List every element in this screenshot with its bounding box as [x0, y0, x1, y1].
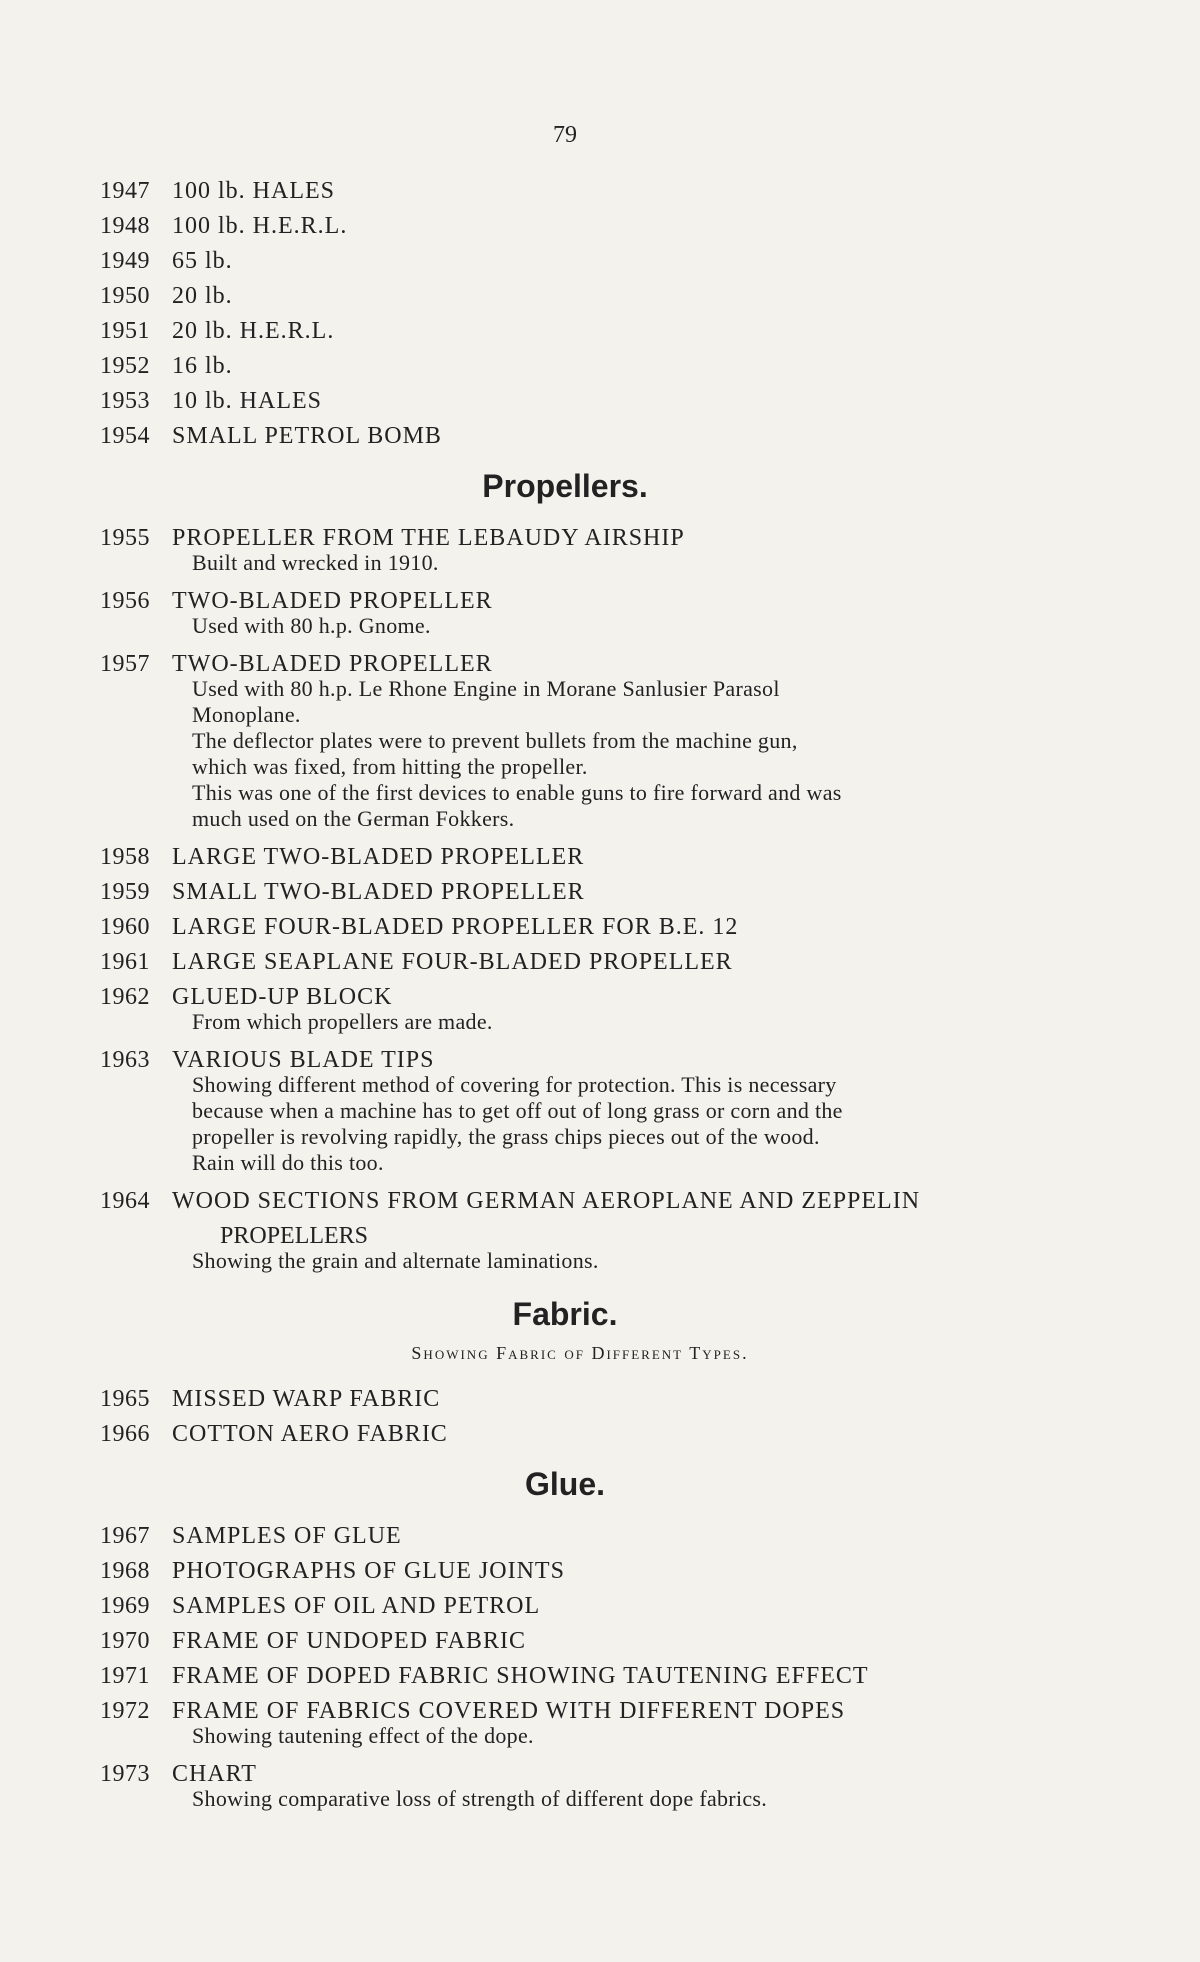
catalogue-entry [100, 349, 1060, 384]
catalogue-entry [100, 209, 1060, 244]
entry-description: because when a machine has to get off out of long grass or corn and the [192, 1098, 843, 1123]
entry-description: This was one of the first devices to enable guns to fire forward and was [192, 780, 842, 805]
entry-number: 1948 [100, 213, 150, 239]
glue-section [100, 1519, 1060, 1820]
catalogue-entry [100, 174, 1060, 209]
entry-title: SAMPLES OF GLUE [172, 1523, 402, 1549]
entry-description: propeller is revolving rapidly, the grass chips pieces out of the wood. [192, 1124, 820, 1149]
entry-description: Used with 80 h.p. Le Rhone Engine in Morane Sanlusier Parasol [192, 676, 780, 701]
entry-number: 1973 [100, 1761, 150, 1787]
catalogue-entry [100, 875, 1060, 910]
entry-title: 20 lb. H.E.R.L. [172, 318, 335, 344]
catalogue-entry [100, 584, 1060, 647]
entry-number: 1970 [100, 1628, 150, 1654]
catalogue-entry [100, 1554, 1060, 1589]
entry-number: 1968 [100, 1558, 150, 1584]
catalogue-entry [100, 1519, 1060, 1554]
bombs-section [100, 174, 1060, 454]
entry-title: PHOTOGRAPHS OF GLUE JOINTS [172, 1558, 565, 1584]
entry-title: GLUED-UP BLOCK [172, 984, 393, 1010]
catalogue-entry [100, 314, 1060, 349]
entry-number: 1959 [100, 879, 150, 905]
entry-number: 1967 [100, 1523, 150, 1549]
glue-heading: Glue. [524, 1466, 605, 1502]
entry-title: 20 lb. [172, 283, 233, 309]
entry-title-continued: PROPELLERS [220, 1223, 369, 1249]
entry-number: 1964 [100, 1188, 150, 1214]
catalogue-entry [100, 1659, 1060, 1694]
entry-description: Built and wrecked in 1910. [192, 550, 439, 575]
entry-number: 1958 [100, 844, 150, 870]
entry-number: 1962 [100, 984, 150, 1010]
fabric-section [100, 1382, 1060, 1452]
entry-number: 1965 [100, 1386, 150, 1412]
catalogue-entry [100, 419, 1060, 454]
entry-title: WOOD SECTIONS FROM GERMAN AEROPLANE AND ZEPPELIN [172, 1188, 921, 1214]
catalogue-entry [100, 840, 1060, 875]
entry-description: much used on the German Fokkers. [192, 806, 515, 831]
entry-number: 1953 [100, 388, 150, 414]
entry-title: 65 lb. [172, 248, 233, 274]
entry-description: Showing the grain and alternate laminations. [192, 1248, 599, 1273]
entry-title: MISSED WARP FABRIC [172, 1386, 441, 1412]
entry-number: 1966 [100, 1421, 150, 1447]
catalogue-entry [100, 1624, 1060, 1659]
catalogue-entry [100, 1184, 1060, 1282]
entry-number: 1947 [100, 178, 150, 204]
catalogue-entry [100, 384, 1060, 419]
fabric-heading: Fabric. [512, 1296, 618, 1332]
entry-title: 100 lb. H.E.R.L. [172, 213, 348, 239]
entry-description: Showing different method of covering for protection. This is necessary [192, 1072, 837, 1097]
entry-title: 10 lb. HALES [172, 388, 322, 414]
entry-title: PROPELLER FROM THE LEBAUDY AIRSHIP [172, 525, 685, 551]
entry-description: The deflector plates were to prevent bullets from the machine gun, [192, 728, 798, 753]
entry-number: 1971 [100, 1663, 150, 1689]
entry-title: TWO-BLADED PROPELLER [172, 651, 493, 677]
catalogue-entry [100, 244, 1060, 279]
catalogue-entry [100, 1417, 1060, 1452]
entry-description: Used with 80 h.p. Gnome. [192, 613, 431, 638]
entry-number: 1955 [100, 525, 150, 551]
catalogue-entry [100, 910, 1060, 945]
catalogue-list [100, 174, 1060, 1820]
catalogue-entry [100, 1043, 1060, 1184]
catalogue-entry [100, 647, 1060, 840]
catalogue-entry [100, 279, 1060, 314]
propellers-heading: Propellers. [482, 468, 648, 504]
entry-title: SMALL TWO-BLADED PROPELLER [172, 879, 585, 905]
entry-description: Showing comparative loss of strength of different dope fabrics. [192, 1786, 768, 1811]
entry-title: COTTON AERO FABRIC [172, 1421, 448, 1447]
entry-title: CHART [172, 1761, 257, 1787]
catalogue-entry [100, 1589, 1060, 1624]
entry-title: SMALL PETROL BOMB [172, 423, 442, 449]
entry-number: 1972 [100, 1698, 150, 1724]
catalogue-entry [100, 945, 1060, 980]
entry-number: 1960 [100, 914, 150, 940]
entry-number: 1957 [100, 651, 150, 677]
entry-number: 1956 [100, 588, 150, 614]
entry-number: 1949 [100, 248, 150, 274]
entry-number: 1950 [100, 283, 150, 309]
entry-title: LARGE TWO-BLADED PROPELLER [172, 844, 585, 870]
entry-description: From which propellers are made. [192, 1009, 493, 1034]
entry-title: 100 lb. HALES [172, 178, 335, 204]
entry-title: FRAME OF UNDOPED FABRIC [172, 1628, 526, 1654]
catalogue-entry [100, 1694, 1060, 1757]
entry-number: 1952 [100, 353, 150, 379]
catalogue-entry [100, 1382, 1060, 1417]
entry-description: Showing tautening effect of the dope. [192, 1723, 534, 1748]
entry-description: which was fixed, from hitting the propeller. [192, 754, 588, 779]
entry-title: SAMPLES OF OIL AND PETROL [172, 1593, 541, 1619]
fabric-subheading: Showing Fabric of Different Types. [411, 1343, 749, 1363]
entry-description: Rain will do this too. [192, 1150, 384, 1175]
entry-description: Monoplane. [192, 702, 301, 727]
entry-number: 1963 [100, 1047, 150, 1073]
entry-number: 1961 [100, 949, 150, 975]
propellers-section [100, 521, 1060, 1282]
entry-title: LARGE FOUR-BLADED PROPELLER FOR B.E. 12 [172, 914, 739, 940]
entry-title: 16 lb. [172, 353, 233, 379]
entry-title: FRAME OF FABRICS COVERED WITH DIFFERENT DOPES [172, 1698, 846, 1724]
catalogue-entry [100, 980, 1060, 1043]
entry-number: 1951 [100, 318, 150, 344]
catalogue-entry [100, 1757, 1060, 1820]
entry-title: FRAME OF DOPED FABRIC SHOWING TAUTENING EFFECT [172, 1663, 869, 1689]
entry-title: VARIOUS BLADE TIPS [172, 1047, 435, 1073]
page-number: 79 [553, 122, 577, 148]
entry-title: TWO-BLADED PROPELLER [172, 588, 493, 614]
entry-title: LARGE SEAPLANE FOUR-BLADED PROPELLER [172, 949, 733, 975]
entry-number: 1954 [100, 423, 150, 449]
catalogue-entry [100, 521, 1060, 584]
entry-number: 1969 [100, 1593, 150, 1619]
